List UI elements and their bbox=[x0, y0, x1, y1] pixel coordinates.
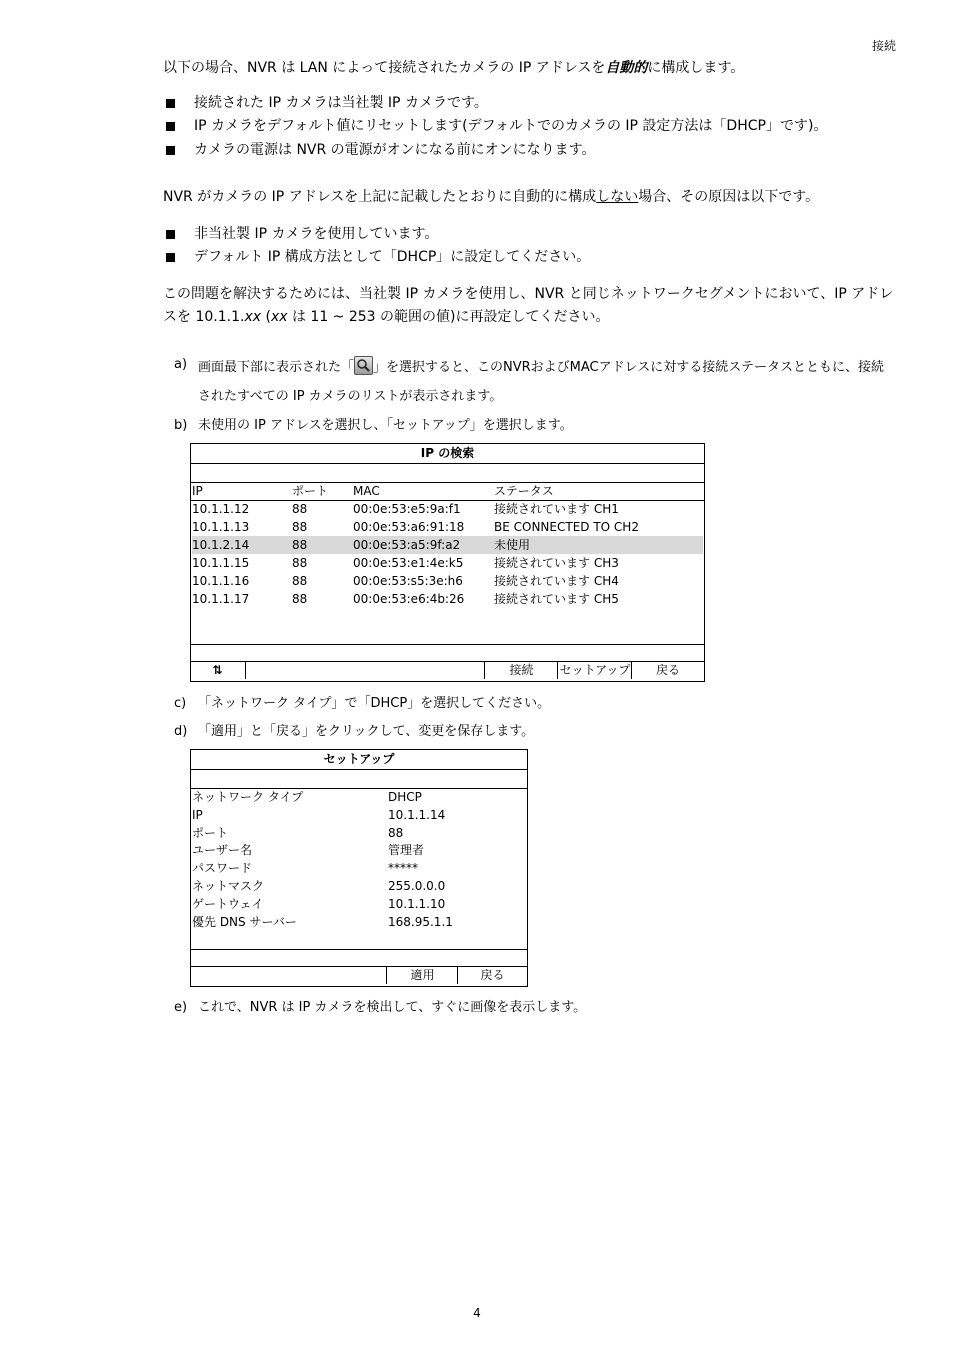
page-number: 4 bbox=[473, 1306, 481, 1320]
intro-text-after: に構成します。 bbox=[647, 60, 745, 76]
sort-arrows-icon: ⇅ bbox=[212, 663, 223, 677]
sort-toggle-button[interactable] bbox=[190, 661, 246, 679]
cell-status[interactable]: 未使用 bbox=[494, 538, 531, 552]
column-header-mac: MAC bbox=[353, 484, 380, 498]
step-d-text: 「適用」と「戻る」をクリックして、変更を保存します。 bbox=[198, 724, 535, 739]
column-header-port: ポート bbox=[292, 484, 329, 498]
solution-line-1: この問題を解決するためには、当社製 IP カメラを使用し、NVR と同じネットワークセグメントにおいて、IP アドレ bbox=[163, 286, 894, 302]
step-e-text: これで、NVR は IP カメラを検出して、すぐに画像を表示します。 bbox=[198, 1000, 587, 1015]
setup-field-label: ゲートウェイ bbox=[192, 896, 264, 911]
step-e-marker: e) bbox=[174, 1000, 188, 1015]
cell-mac[interactable]: 00:0e:53:s5:3e:h6 bbox=[353, 574, 463, 588]
step-b-marker: b) bbox=[174, 418, 188, 433]
setup-field-value[interactable]: ***** bbox=[388, 861, 418, 876]
connect-button[interactable]: 接続 bbox=[484, 661, 558, 679]
setup-button[interactable]: セットアップ bbox=[557, 661, 632, 679]
step-c-marker: c) bbox=[174, 696, 187, 711]
cause-item: 非当社製 IP カメラを使用しています。 bbox=[194, 226, 439, 242]
fail-paragraph bbox=[163, 187, 819, 207]
column-header-status: ステータス bbox=[494, 484, 554, 498]
cell-status[interactable]: 接続されています CH1 bbox=[494, 502, 619, 516]
column-header-ip: IP bbox=[192, 484, 203, 498]
search-icon bbox=[354, 356, 373, 375]
cell-port[interactable]: 88 bbox=[292, 502, 308, 516]
solution-var: xx bbox=[244, 309, 262, 325]
solution-var: xx bbox=[270, 309, 288, 325]
cause-item: デフォルト IP 構成方法として「DHCP」に設定してください。 bbox=[194, 249, 591, 265]
ip-search-panel bbox=[190, 443, 705, 682]
cell-ip[interactable]: 10.1.2.14 bbox=[192, 538, 250, 552]
setup-field-value[interactable]: 88 bbox=[388, 825, 404, 840]
cell-ip[interactable]: 10.1.1.12 bbox=[192, 502, 250, 516]
setup-field-value[interactable]: 10.1.1.14 bbox=[388, 807, 446, 822]
condition-item: IP カメラをデフォルト値にリセットします(デフォルトでのカメラの IP 設定方法は「DHCP」です)。 bbox=[194, 118, 828, 134]
cell-mac[interactable]: 00:0e:53:e6:4b:26 bbox=[353, 592, 465, 606]
divider bbox=[191, 644, 704, 645]
cell-port[interactable]: 88 bbox=[292, 538, 308, 552]
setup-field-label: 優先 DNS サーバー bbox=[192, 914, 297, 929]
step-a-text bbox=[198, 356, 884, 377]
cell-port[interactable]: 88 bbox=[292, 592, 308, 606]
cell-status[interactable]: BE CONNECTED TO CH2 bbox=[494, 520, 639, 534]
step-c-text: 「ネットワーク タイプ」で「DHCP」を選択してください。 bbox=[198, 696, 551, 711]
solution-line-2 bbox=[163, 307, 610, 327]
bullet-square-icon bbox=[166, 230, 175, 239]
condition-item: 接続された IP カメラは当社製 IP カメラです。 bbox=[194, 95, 488, 111]
cell-mac[interactable]: 00:0e:53:e5:9a:f1 bbox=[353, 502, 461, 516]
cell-port[interactable]: 88 bbox=[292, 556, 308, 570]
cell-port[interactable]: 88 bbox=[292, 520, 308, 534]
cell-port[interactable]: 88 bbox=[292, 574, 308, 588]
back-button[interactable]: 戻る bbox=[457, 966, 527, 984]
intro-text-before: 以下の場合、NVR は LAN によって接続されたカメラの IP アドレスを bbox=[163, 60, 606, 76]
bullet-square-icon bbox=[166, 253, 175, 262]
setup-field-value[interactable]: DHCP bbox=[388, 790, 422, 804]
divider bbox=[191, 949, 527, 950]
apply-button[interactable]: 適用 bbox=[386, 966, 458, 984]
fail-emphasis: しない bbox=[596, 189, 639, 205]
step-a-line2: されたすべての IP カメラのリストが表示されます。 bbox=[198, 389, 503, 404]
step-a-after: 」を選択すると、このNVRおよびMACアドレスに対する接続ステータスとともに、接続 bbox=[373, 360, 884, 375]
bullet-square-icon bbox=[166, 146, 175, 155]
solution-text: スを 10.1.1. bbox=[163, 309, 245, 325]
cell-ip[interactable]: 10.1.1.13 bbox=[192, 520, 250, 534]
step-d-marker: d) bbox=[174, 724, 188, 739]
solution-text: は 11 ~ 253 の範囲の値)に再設定してください。 bbox=[287, 309, 610, 325]
cell-status[interactable]: 接続されています CH4 bbox=[494, 574, 619, 588]
cell-ip[interactable]: 10.1.1.17 bbox=[192, 592, 250, 606]
intro-emphasis: 自動的 bbox=[605, 60, 648, 76]
fail-text-before: NVR がカメラの IP アドレスを上記に記載したとおりに自動的に構成 bbox=[163, 189, 597, 205]
section-header: 接続 bbox=[871, 39, 896, 53]
step-a-marker: a) bbox=[174, 357, 188, 372]
setup-field-value[interactable]: 10.1.1.10 bbox=[388, 896, 446, 911]
setup-field-label: IP bbox=[192, 807, 203, 822]
setup-field-label: ポート bbox=[192, 825, 229, 840]
cell-mac[interactable]: 00:0e:53:e1:4e:k5 bbox=[353, 556, 464, 570]
step-b-text: 未使用の IP アドレスを選択し、「セットアップ」を選択します。 bbox=[198, 418, 573, 433]
back-button[interactable]: 戻る bbox=[631, 661, 704, 679]
cell-mac[interactable]: 00:0e:53:a5:9f:a2 bbox=[353, 538, 461, 552]
solution-text: ( bbox=[261, 309, 271, 325]
cell-status[interactable]: 接続されています CH3 bbox=[494, 556, 619, 570]
fail-text-after: 場合、その原因は以下です。 bbox=[638, 189, 820, 205]
condition-item: カメラの電源は NVR の電源がオンになる前にオンになります。 bbox=[194, 142, 596, 158]
ip-search-title: IP の検索 bbox=[191, 444, 704, 464]
cell-ip[interactable]: 10.1.1.15 bbox=[192, 556, 250, 570]
step-a-before: 画面最下部に表示された「 bbox=[198, 360, 355, 375]
setup-field-label: ネットワーク タイプ bbox=[192, 790, 304, 804]
cell-ip[interactable]: 10.1.1.16 bbox=[192, 574, 250, 588]
cell-mac[interactable]: 00:0e:53:a6:91:18 bbox=[353, 520, 465, 534]
setup-field-label: ユーザー名 bbox=[192, 843, 253, 858]
setup-field-label: ネットマスク bbox=[192, 879, 265, 893]
setup-field-label: パスワード bbox=[192, 861, 253, 876]
setup-field-value[interactable]: 255.0.0.0 bbox=[388, 879, 446, 893]
intro-paragraph bbox=[163, 58, 744, 78]
bullet-square-icon bbox=[166, 122, 175, 131]
setup-title: セットアップ bbox=[191, 750, 527, 770]
bullet-square-icon bbox=[166, 99, 175, 108]
setup-field-value[interactable]: 168.95.1.1 bbox=[388, 914, 453, 929]
setup-panel bbox=[190, 749, 528, 987]
setup-field-value[interactable]: 管理者 bbox=[388, 843, 425, 858]
divider bbox=[191, 482, 704, 483]
cell-status[interactable]: 接続されています CH5 bbox=[494, 592, 619, 606]
